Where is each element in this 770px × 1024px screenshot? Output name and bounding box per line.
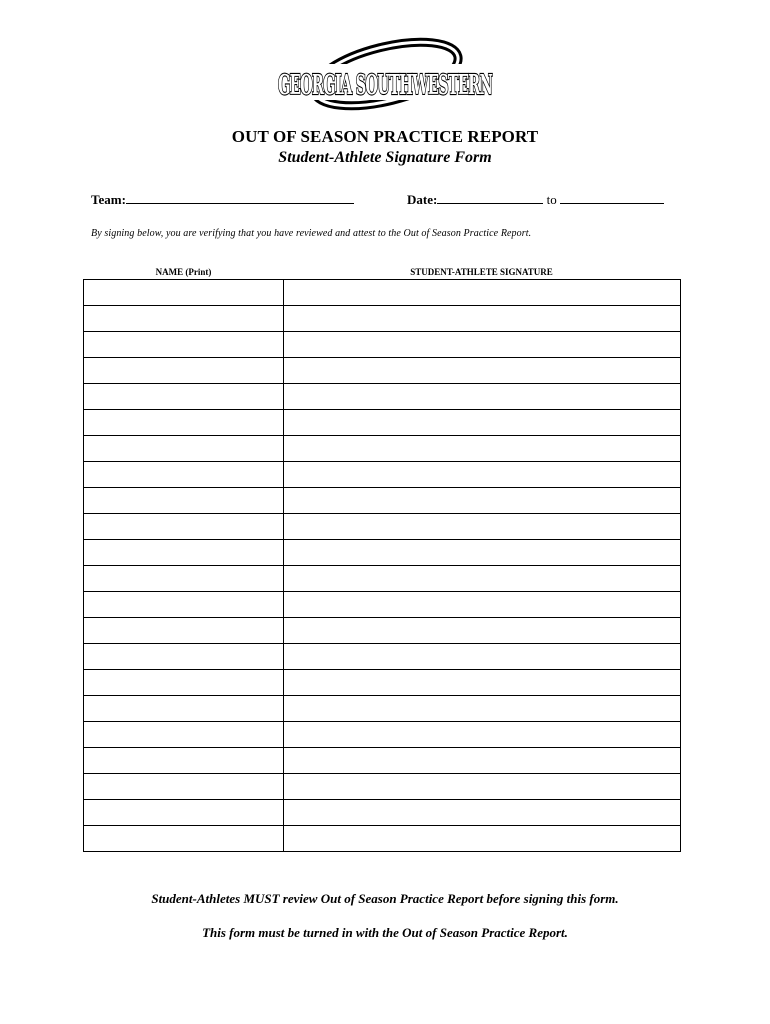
signature-cell[interactable] xyxy=(283,592,680,618)
signature-cell[interactable] xyxy=(283,800,680,826)
signature-cell[interactable] xyxy=(283,384,680,410)
name-cell[interactable] xyxy=(84,644,284,670)
footer-instruction: This form must be turned in with the Out of Season Practice Report. xyxy=(202,925,568,940)
team-input-line[interactable] xyxy=(126,192,354,204)
georgia-southwestern-logo xyxy=(268,40,502,120)
name-cell[interactable] xyxy=(84,410,284,436)
name-cell[interactable] xyxy=(84,696,284,722)
name-cell[interactable] xyxy=(84,280,284,306)
signature-cell[interactable] xyxy=(283,826,680,852)
signature-cell[interactable] xyxy=(283,566,680,592)
table-row xyxy=(84,748,681,774)
attestation-note: By signing below, you are verifying that you have reviewed and attest to the Out of Season Practice Report. xyxy=(91,228,532,239)
team-field xyxy=(91,192,354,208)
table-row xyxy=(84,436,681,462)
team-label: Team: xyxy=(91,192,126,207)
name-cell[interactable] xyxy=(84,618,284,644)
name-cell[interactable] xyxy=(84,774,284,800)
name-cell[interactable] xyxy=(84,436,284,462)
signature-cell[interactable] xyxy=(283,410,680,436)
signature-cell[interactable] xyxy=(283,358,680,384)
signature-table xyxy=(83,279,681,852)
name-cell[interactable] xyxy=(84,332,284,358)
table-row xyxy=(84,358,681,384)
table-row xyxy=(84,514,681,540)
name-cell[interactable] xyxy=(84,514,284,540)
signature-cell[interactable] xyxy=(283,436,680,462)
column-header-signature: STUDENT-ATHLETE SIGNATURE xyxy=(410,267,553,277)
signature-cell[interactable] xyxy=(283,306,680,332)
footer-warning: Student-Athletes MUST review Out of Season Practice Report before signing this form. xyxy=(151,891,619,906)
name-cell[interactable] xyxy=(84,722,284,748)
signature-cell[interactable] xyxy=(283,696,680,722)
signature-cell[interactable] xyxy=(283,748,680,774)
name-cell[interactable] xyxy=(84,670,284,696)
name-cell[interactable] xyxy=(84,358,284,384)
page-subtitle: Student-Athlete Signature Form xyxy=(278,149,492,166)
name-cell[interactable] xyxy=(84,540,284,566)
signature-cell[interactable] xyxy=(283,644,680,670)
table-row xyxy=(84,332,681,358)
table-row xyxy=(84,696,681,722)
date-label: Date: xyxy=(407,192,438,207)
name-cell[interactable] xyxy=(84,748,284,774)
table-row xyxy=(84,800,681,826)
signature-cell[interactable] xyxy=(283,462,680,488)
table-row xyxy=(84,774,681,800)
table-row xyxy=(84,670,681,696)
name-cell[interactable] xyxy=(84,488,284,514)
table-row xyxy=(84,540,681,566)
signature-cell[interactable] xyxy=(283,332,680,358)
table-row xyxy=(84,462,681,488)
table-row xyxy=(84,592,681,618)
table-row xyxy=(84,618,681,644)
table-row xyxy=(84,306,681,332)
table-row xyxy=(84,644,681,670)
signature-cell[interactable] xyxy=(283,540,680,566)
table-row xyxy=(84,722,681,748)
table-row xyxy=(84,410,681,436)
signature-cell[interactable] xyxy=(283,514,680,540)
date-separator: to xyxy=(546,192,557,207)
signature-cell[interactable] xyxy=(283,618,680,644)
date-start-input-line[interactable] xyxy=(437,192,543,204)
date-field xyxy=(407,192,664,208)
table-row xyxy=(84,826,681,852)
name-cell[interactable] xyxy=(84,826,284,852)
page-title: OUT OF SEASON PRACTICE REPORT xyxy=(231,127,539,146)
table-row xyxy=(84,566,681,592)
date-end-input-line[interactable] xyxy=(560,192,664,204)
table-row xyxy=(84,488,681,514)
signature-cell[interactable] xyxy=(283,774,680,800)
table-row xyxy=(84,384,681,410)
column-header-name: NAME (Print) xyxy=(155,267,212,277)
name-cell[interactable] xyxy=(84,384,284,410)
name-cell[interactable] xyxy=(84,306,284,332)
signature-cell[interactable] xyxy=(283,280,680,306)
table-row xyxy=(84,280,681,306)
signature-cell[interactable] xyxy=(283,670,680,696)
name-cell[interactable] xyxy=(84,566,284,592)
svg-text:GEORGIA SOUTHWESTERN: GEORGIA SOUTHWESTERN xyxy=(278,70,493,101)
signature-cell[interactable] xyxy=(283,722,680,748)
name-cell[interactable] xyxy=(84,592,284,618)
name-cell[interactable] xyxy=(84,462,284,488)
name-cell[interactable] xyxy=(84,800,284,826)
signature-cell[interactable] xyxy=(283,488,680,514)
